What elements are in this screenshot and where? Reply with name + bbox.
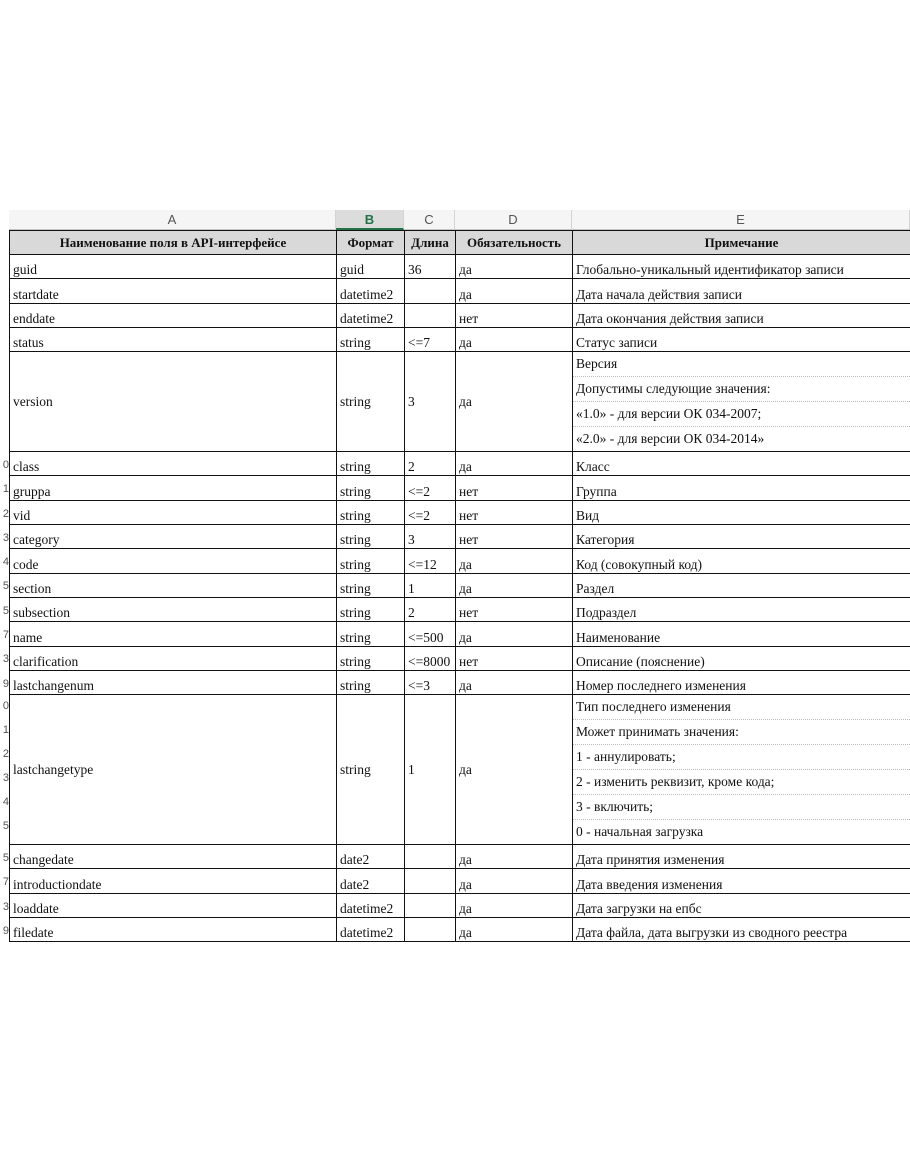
note-cell[interactable]: Дата введения изменения	[573, 869, 910, 893]
note-cell[interactable]: Статус записи	[573, 327, 910, 351]
required-cell[interactable]: да	[456, 670, 573, 694]
note-cell[interactable]: Раздел	[573, 573, 910, 597]
field-cell[interactable]: subsection	[10, 597, 337, 621]
note-cell[interactable]: Глобально-уникальный идентификатор записи	[573, 255, 910, 279]
table-row	[10, 597, 910, 621]
note-cell[interactable]: Дата начала действия записи	[573, 279, 910, 303]
column-header-d[interactable]: D	[455, 210, 572, 230]
field-cell[interactable]: section	[10, 573, 337, 597]
format-cell[interactable]: string	[337, 573, 405, 597]
note-line: Тип последнего изменения	[576, 699, 731, 715]
required-cell[interactable]: да	[456, 622, 573, 646]
required-cell[interactable]: нет	[456, 525, 573, 549]
table-row	[10, 452, 910, 476]
note-cell[interactable]: Дата окончания действия записи	[573, 303, 910, 327]
note-cell[interactable]: Подраздел	[573, 597, 910, 621]
required-cell[interactable]: да	[456, 869, 573, 893]
note-cell[interactable]	[573, 695, 910, 845]
length-cell[interactable]: 2	[405, 597, 456, 621]
field-cell[interactable]: changedate	[10, 845, 337, 869]
format-cell[interactable]: string	[337, 646, 405, 670]
length-cell[interactable]	[405, 893, 456, 917]
note-cell[interactable]: Описание (пояснение)	[573, 646, 910, 670]
required-cell[interactable]: да	[456, 695, 573, 845]
row-number[interactable]: 1	[2, 723, 9, 736]
row-number[interactable]: 3	[2, 531, 9, 544]
table-row	[10, 646, 910, 670]
note-line: «2.0» - для версии ОК 034-2014»	[573, 426, 910, 451]
header-length[interactable]: Длина	[405, 231, 456, 255]
header-note[interactable]: Примечание	[573, 231, 910, 255]
table-row	[10, 303, 910, 327]
column-header-e[interactable]: E	[572, 210, 910, 230]
row-number[interactable]: 3	[2, 653, 9, 666]
length-cell[interactable]: 3	[405, 525, 456, 549]
row-number[interactable]: 9	[2, 677, 9, 690]
field-cell[interactable]: introductiondate	[10, 869, 337, 893]
length-cell[interactable]	[405, 918, 456, 942]
note-cell[interactable]: Дата принятия изменения	[573, 845, 910, 869]
field-cell[interactable]: status	[10, 327, 337, 351]
note-line: Допустимы следующие значения:	[573, 376, 910, 401]
required-cell[interactable]: да	[456, 279, 573, 303]
field-cell[interactable]: guid	[10, 255, 337, 279]
row-number[interactable]: 3	[2, 771, 9, 784]
field-cell[interactable]: startdate	[10, 279, 337, 303]
format-cell[interactable]: string	[337, 622, 405, 646]
format-cell[interactable]: string	[337, 670, 405, 694]
row-number[interactable]: 4	[2, 556, 9, 569]
column-header-c[interactable]: C	[404, 210, 455, 230]
field-cell[interactable]: clarification	[10, 646, 337, 670]
format-cell[interactable]: string	[337, 476, 405, 500]
row-number[interactable]: 7	[2, 629, 9, 642]
format-cell[interactable]: date2	[337, 845, 405, 869]
note-cell[interactable]: Категория	[573, 525, 910, 549]
note-cell[interactable]: Наименование	[573, 622, 910, 646]
required-cell[interactable]: да	[456, 452, 573, 476]
length-cell[interactable]	[405, 869, 456, 893]
row-number[interactable]: 0	[2, 458, 9, 471]
format-cell[interactable]: string	[337, 327, 405, 351]
field-cell[interactable]: vid	[10, 500, 337, 524]
length-cell[interactable]: <=12	[405, 549, 456, 573]
required-cell[interactable]: да	[456, 845, 573, 869]
table-row	[10, 622, 910, 646]
table-row	[10, 255, 910, 279]
length-cell[interactable]: 3	[405, 352, 456, 452]
table-row	[10, 670, 910, 694]
field-cell[interactable]: loaddate	[10, 893, 337, 917]
note-line: Версия	[576, 356, 618, 372]
format-cell[interactable]: string	[337, 452, 405, 476]
format-cell[interactable]: datetime2	[337, 893, 405, 917]
note-cell[interactable]: Номер последнего изменения	[573, 670, 910, 694]
field-cell[interactable]: class	[10, 452, 337, 476]
row-number[interactable]: 5	[2, 819, 9, 832]
note-cell[interactable]: Группа	[573, 476, 910, 500]
required-cell[interactable]: нет	[456, 646, 573, 670]
note-cell[interactable]: Код (совокупный код)	[573, 549, 910, 573]
format-cell[interactable]: guid	[337, 255, 405, 279]
note-line: «1.0» - для версии ОК 034-2007;	[573, 401, 910, 426]
row-number[interactable]: 2	[2, 747, 9, 760]
length-cell[interactable]	[405, 303, 456, 327]
row-number[interactable]: 9	[2, 924, 9, 937]
required-cell[interactable]: да	[456, 255, 573, 279]
required-cell[interactable]: нет	[456, 476, 573, 500]
field-cell[interactable]: filedate	[10, 918, 337, 942]
column-header-b[interactable]: B	[336, 210, 404, 230]
table-body	[10, 255, 910, 942]
table-row	[10, 573, 910, 597]
header-field[interactable]: Наименование поля в API-интерфейсе	[10, 231, 337, 255]
length-cell[interactable]: 36	[405, 255, 456, 279]
required-cell[interactable]: нет	[456, 597, 573, 621]
note-cell[interactable]: Дата загрузки на епбс	[573, 893, 910, 917]
required-cell[interactable]: да	[456, 918, 573, 942]
format-cell[interactable]: string	[337, 549, 405, 573]
table-row	[10, 918, 910, 942]
length-cell[interactable]: <=3	[405, 670, 456, 694]
table-row	[10, 500, 910, 524]
field-cell[interactable]: code	[10, 549, 337, 573]
row-number[interactable]: 3	[2, 900, 9, 913]
note-line: 3 - включить;	[573, 794, 910, 819]
table-row	[10, 327, 910, 351]
required-cell[interactable]: да	[456, 549, 573, 573]
table-row	[10, 845, 910, 869]
row-number[interactable]: 5	[2, 851, 9, 864]
length-cell[interactable]: <=500	[405, 622, 456, 646]
format-cell[interactable]: string	[337, 352, 405, 452]
format-cell[interactable]: datetime2	[337, 918, 405, 942]
field-cell[interactable]: version	[10, 352, 337, 452]
table-row	[10, 549, 910, 573]
table-row	[10, 525, 910, 549]
length-cell[interactable]: <=2	[405, 500, 456, 524]
length-cell[interactable]: <=2	[405, 476, 456, 500]
note-line: Может принимать значения:	[573, 719, 910, 744]
row-number[interactable]: 4	[2, 795, 9, 808]
required-cell[interactable]: нет	[456, 500, 573, 524]
row-number[interactable]: 5	[2, 604, 9, 617]
required-cell[interactable]: да	[456, 573, 573, 597]
note-line: 2 - изменить реквизит, кроме кода;	[573, 769, 910, 794]
header-required[interactable]: Обязательность	[456, 231, 573, 255]
required-cell[interactable]: да	[456, 893, 573, 917]
length-cell[interactable]: 1	[405, 695, 456, 845]
length-cell[interactable]	[405, 845, 456, 869]
header-row	[10, 231, 910, 255]
header-format[interactable]: Формат	[337, 231, 405, 255]
format-cell[interactable]: string	[337, 500, 405, 524]
field-cell[interactable]: lastchangenum	[10, 670, 337, 694]
row-number[interactable]: 0	[2, 699, 9, 712]
length-cell[interactable]: 2	[405, 452, 456, 476]
note-cell[interactable]: Дата файла, дата выгрузки из сводного реестра	[573, 918, 910, 942]
row-number[interactable]: 2	[2, 507, 9, 520]
format-cell[interactable]: datetime2	[337, 303, 405, 327]
field-cell[interactable]: category	[10, 525, 337, 549]
table-row	[10, 869, 910, 893]
field-cell[interactable]: enddate	[10, 303, 337, 327]
format-cell[interactable]: string	[337, 525, 405, 549]
column-header-a[interactable]: A	[9, 210, 336, 230]
required-cell[interactable]: нет	[456, 303, 573, 327]
note-line: 1 - аннулировать;	[573, 744, 910, 769]
length-cell[interactable]: <=8000	[405, 646, 456, 670]
length-cell[interactable]	[405, 279, 456, 303]
length-cell[interactable]: 1	[405, 573, 456, 597]
note-cell[interactable]: Вид	[573, 500, 910, 524]
table-row	[10, 279, 910, 303]
field-cell[interactable]: name	[10, 622, 337, 646]
field-cell[interactable]: gruppa	[10, 476, 337, 500]
length-cell[interactable]: <=7	[405, 327, 456, 351]
format-cell[interactable]: string	[337, 695, 405, 845]
row-number[interactable]: 1	[2, 483, 9, 496]
row-number[interactable]: 7	[2, 876, 9, 889]
format-cell[interactable]: date2	[337, 869, 405, 893]
table-row	[10, 893, 910, 917]
required-cell[interactable]: да	[456, 327, 573, 351]
format-cell[interactable]: datetime2	[337, 279, 405, 303]
table-row	[10, 352, 910, 452]
format-cell[interactable]: string	[337, 597, 405, 621]
data-table	[9, 230, 910, 942]
note-cell[interactable]	[573, 352, 910, 452]
table-row	[10, 476, 910, 500]
note-cell[interactable]: Класс	[573, 452, 910, 476]
table-row	[10, 695, 910, 845]
field-cell[interactable]: lastchangetype	[10, 695, 337, 845]
row-number[interactable]: 5	[2, 580, 9, 593]
required-cell[interactable]: да	[456, 352, 573, 452]
note-line: 0 - начальная загрузка	[573, 819, 910, 844]
